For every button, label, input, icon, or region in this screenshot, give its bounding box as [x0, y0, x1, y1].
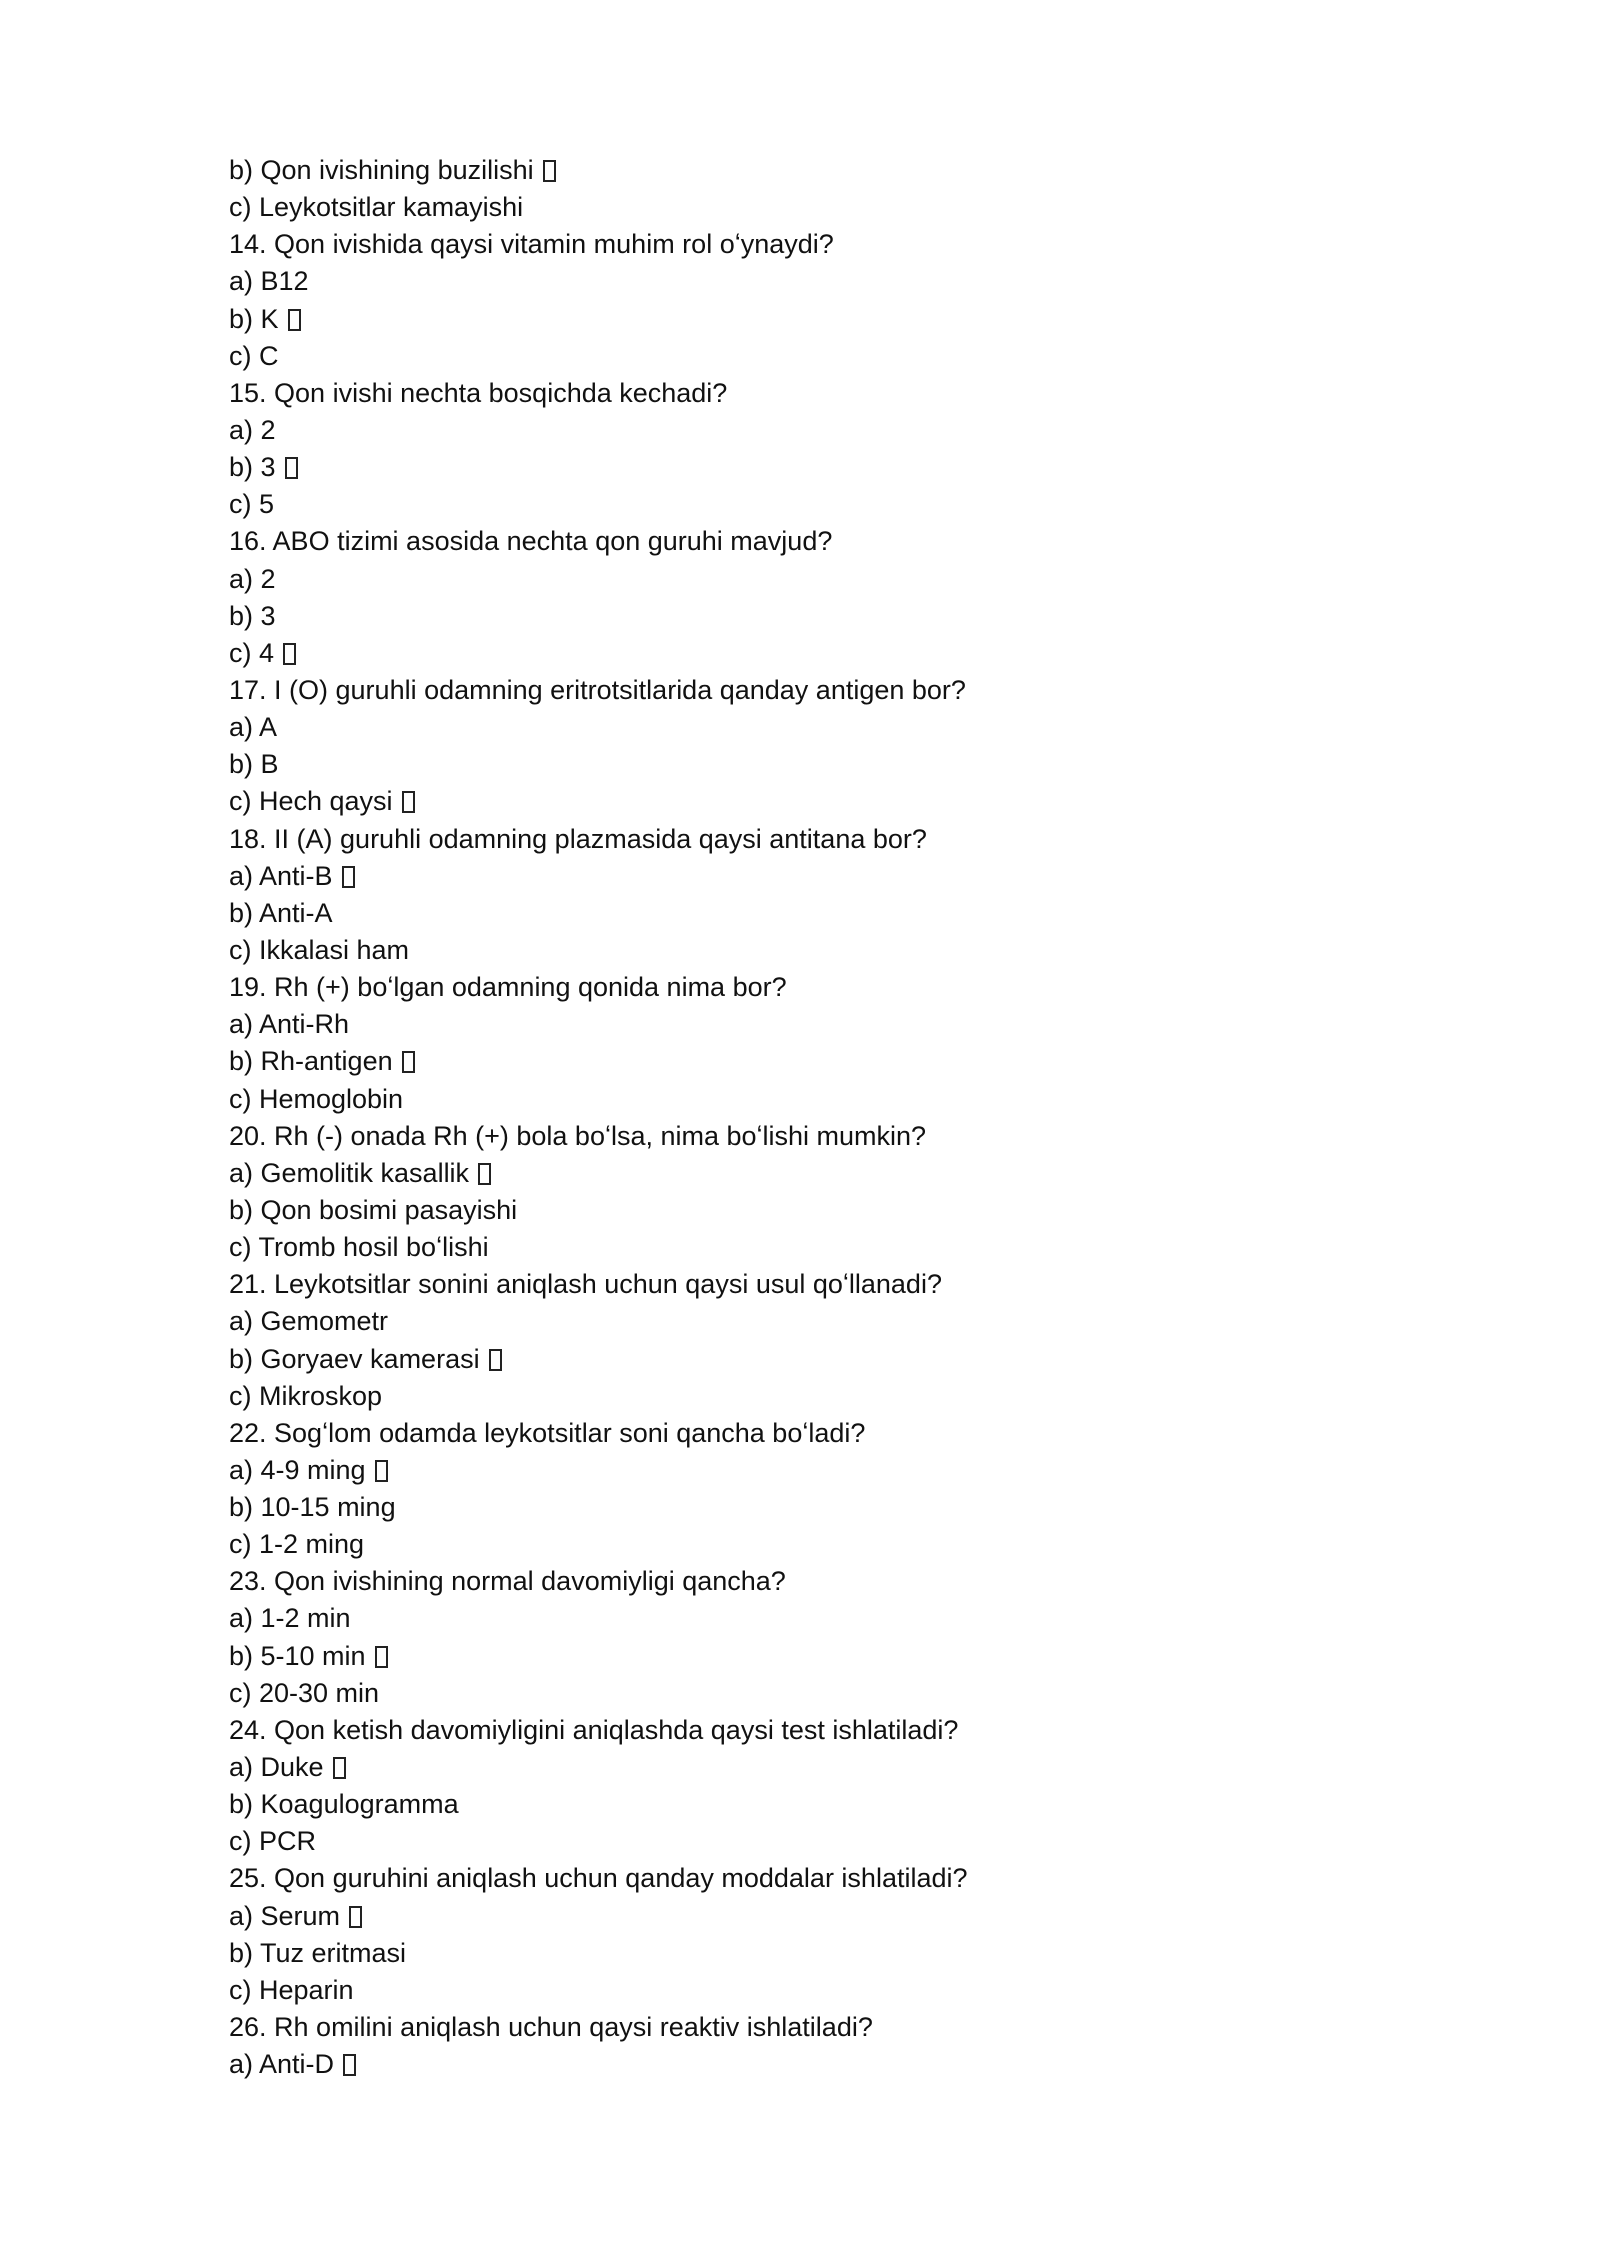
- line-text: 17. I (O) guruhli odamning eritrotsitlarida qanday antigen bor?: [229, 674, 966, 705]
- text-line: [229, 1600, 1429, 1637]
- line-text: b) 3: [229, 452, 276, 483]
- text-line: [229, 1155, 1429, 1192]
- text-line: [229, 1563, 1429, 1600]
- line-text: c) 1-2 ming: [229, 1529, 365, 1560]
- text-line: [229, 1675, 1429, 1712]
- missing-glyph-box-icon: [285, 457, 298, 479]
- line-text: c) PCR: [229, 1826, 316, 1857]
- line-text: c) Hemoglobin: [229, 1083, 404, 1114]
- line-text: b) Anti-A: [229, 897, 333, 928]
- text-line: [229, 1749, 1429, 1786]
- text-line: [229, 226, 1429, 263]
- missing-glyph-box-icon: [333, 1757, 346, 1779]
- line-text: 18. II (A) guruhli odamning plazmasida qaysi antitana bor?: [229, 823, 927, 854]
- text-line: [229, 1860, 1429, 1897]
- line-text: c) Heparin: [229, 1974, 354, 2005]
- line-text: 25. Qon guruhini aniqlash uchun qanday moddalar ishlatiladi?: [229, 1863, 968, 1894]
- line-text: b) 3: [229, 600, 276, 631]
- text-line: [229, 598, 1429, 635]
- text-line: [229, 1489, 1429, 1526]
- missing-glyph-box-icon: [489, 1349, 502, 1371]
- text-line: [229, 1006, 1429, 1043]
- text-line: [229, 895, 1429, 932]
- line-text: 14. Qon ivishida qaysi vitamin muhim rol oʻynaydi?: [229, 229, 834, 260]
- line-text: 23. Qon ivishining normal davomiyligi qancha?: [229, 1566, 786, 1597]
- line-text: 21. Leykotsitlar sonini aniqlash uchun qaysi usul qoʻllanadi?: [229, 1269, 942, 1300]
- line-text: b) 10-15 ming: [229, 1492, 396, 1523]
- line-text: a) Anti-Rh: [229, 1009, 350, 1040]
- text-line: [229, 783, 1429, 820]
- text-line: [229, 1229, 1429, 1266]
- text-line: [229, 375, 1429, 412]
- text-line: [229, 2009, 1429, 2046]
- line-text: 15. Qon ivishi nechta bosqichda kechadi?: [229, 377, 728, 408]
- line-text: c) Ikkalasi ham: [229, 934, 410, 965]
- text-line: [229, 1823, 1429, 1860]
- text-line: [229, 1081, 1429, 1118]
- line-text: a) Gemometr: [229, 1306, 389, 1337]
- text-line: [229, 1972, 1429, 2009]
- missing-glyph-box-icon: [283, 643, 296, 665]
- line-text: b) Tuz eritmasi: [229, 1937, 407, 1968]
- text-line: [229, 263, 1429, 300]
- line-text: a) Duke: [229, 1752, 324, 1783]
- line-text: c) 20-30 min: [229, 1677, 380, 1708]
- text-line: [229, 672, 1429, 709]
- line-text: b) Qon ivishining buzilishi: [229, 155, 534, 185]
- line-text: 20. Rh (-) onada Rh (+) bola boʻlsa, nima boʻlishi mumkin?: [229, 1120, 927, 1151]
- line-text: 16. ABO tizimi asosida nechta qon guruhi mavjud?: [229, 526, 833, 557]
- line-text: c) Hech qaysi: [229, 786, 393, 817]
- text-line: [229, 1415, 1429, 1452]
- text-line: [229, 1378, 1429, 1415]
- missing-glyph-box-icon: [342, 866, 355, 888]
- line-text: c) C: [229, 340, 279, 371]
- line-text: 19. Rh (+) boʻlgan odamning qonida nima bor?: [229, 972, 787, 1003]
- line-text: a) Serum: [229, 1900, 341, 1931]
- text-line: [229, 1452, 1429, 1489]
- text-line: [229, 486, 1429, 523]
- text-line: [229, 1935, 1429, 1972]
- text-line: [229, 301, 1429, 338]
- text-line: [229, 1303, 1429, 1340]
- missing-glyph-box-icon: [375, 1460, 388, 1482]
- line-text: 22. Sogʻlom odamda leykotsitlar soni qancha boʻladi?: [229, 1417, 866, 1448]
- text-line: [229, 932, 1429, 969]
- text-line: [229, 1192, 1429, 1229]
- text-line: [229, 338, 1429, 375]
- missing-glyph-box-icon: [478, 1163, 491, 1185]
- line-text: a) 2: [229, 563, 276, 594]
- line-text: b) K: [229, 303, 279, 334]
- text-line: [229, 1898, 1429, 1935]
- text-line: [229, 449, 1429, 486]
- line-text: b) 5-10 min: [229, 1640, 366, 1671]
- line-text: a) 4-9 ming: [229, 1454, 366, 1485]
- line-text: 26. Rh omilini aniqlash uchun qaysi reaktiv ishlatiladi?: [229, 2012, 873, 2043]
- missing-glyph-box-icon: [402, 791, 415, 813]
- line-text: c) 4: [229, 637, 275, 668]
- line-text: a) 1-2 min: [229, 1603, 351, 1634]
- text-line: [229, 1526, 1429, 1563]
- text-line: [229, 189, 1429, 226]
- text-line: [229, 1043, 1429, 1080]
- text-line: [229, 709, 1429, 746]
- document-content: [229, 152, 1429, 2083]
- missing-glyph-box-icon: [543, 160, 556, 182]
- text-line: [229, 1712, 1429, 1749]
- line-text: c) Leykotsitlar kamayishi: [229, 192, 524, 223]
- line-text: a) 2: [229, 414, 276, 445]
- text-line: [229, 2046, 1429, 2083]
- text-line: [229, 1266, 1429, 1303]
- line-text: a) A: [229, 712, 278, 743]
- line-text: a) Anti-B: [229, 860, 333, 891]
- text-line: [229, 1118, 1429, 1155]
- text-line: [229, 821, 1429, 858]
- line-text: c) Tromb hosil boʻlishi: [229, 1232, 489, 1263]
- line-text: b) Rh-antigen: [229, 1046, 393, 1077]
- text-line: [229, 1341, 1429, 1378]
- text-line: [229, 635, 1429, 672]
- line-text: b) Goryaev kamerasi: [229, 1343, 480, 1374]
- text-line: [229, 523, 1429, 560]
- text-line: [229, 1786, 1429, 1823]
- line-text: a) B12: [229, 266, 309, 297]
- text-line: [229, 561, 1429, 598]
- line-text: a) Anti-D: [229, 2049, 335, 2080]
- text-line: [229, 152, 1429, 189]
- line-text: b) Qon bosimi pasayishi: [229, 1194, 518, 1225]
- missing-glyph-box-icon: [375, 1646, 388, 1668]
- text-line: [229, 412, 1429, 449]
- text-line: [229, 969, 1429, 1006]
- missing-glyph-box-icon: [402, 1051, 415, 1073]
- text-line: [229, 746, 1429, 783]
- line-text: b) Koagulogramma: [229, 1789, 459, 1820]
- missing-glyph-box-icon: [288, 309, 301, 331]
- line-text: b) B: [229, 749, 279, 780]
- line-text: a) Gemolitik kasallik: [229, 1157, 470, 1188]
- missing-glyph-box-icon: [343, 2054, 356, 2076]
- text-line: [229, 858, 1429, 895]
- line-text: c) Mikroskop: [229, 1380, 383, 1411]
- missing-glyph-box-icon: [349, 1906, 362, 1928]
- line-text: 24. Qon ketish davomiyligini aniqlashda qaysi test ishlatiladi?: [229, 1714, 959, 1745]
- line-text: c) 5: [229, 489, 275, 520]
- text-line: [229, 1638, 1429, 1675]
